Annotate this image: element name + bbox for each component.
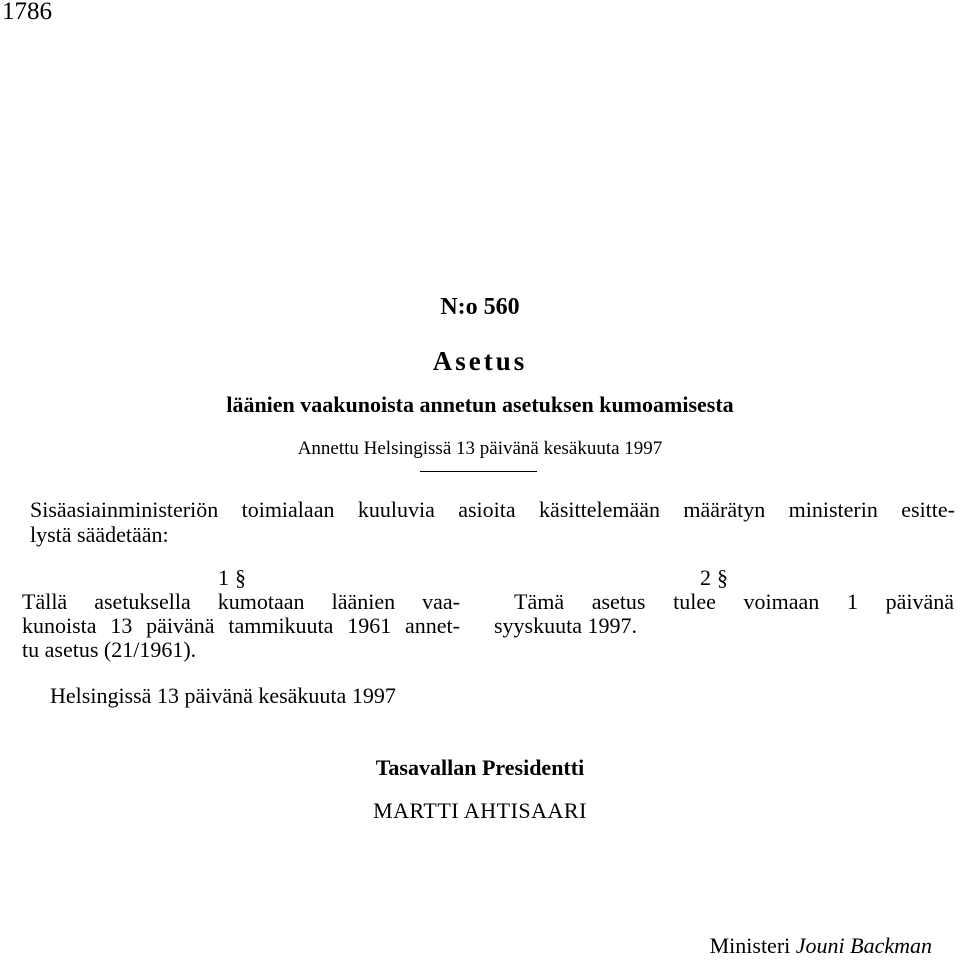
- decree-type-heading: Asetus: [432, 346, 528, 376]
- president-name: MARTTI AHTISAARI: [373, 798, 587, 823]
- minister-title: Ministeri: [709, 933, 791, 958]
- preamble: [30, 497, 955, 547]
- decree-issue-date: Annettu Helsingissä 13 päivänä kesäkuuta 1997: [297, 438, 663, 459]
- section-number: 2: [700, 565, 711, 590]
- preamble-line: lystä säädetään:: [30, 522, 169, 547]
- section-sign-icon: §: [235, 565, 246, 590]
- section-1-line: kunoista 13 päivänä tammikuuta 1961 annet-: [22, 613, 460, 638]
- decree-title: läänien vaakunoista annetun asetuksen kumoamisesta: [226, 392, 734, 417]
- page-number: 1786: [2, 0, 52, 25]
- section-2-line: Tämä asetus tulee voimaan 1 päivänä: [514, 589, 954, 614]
- section-sign-icon: §: [717, 565, 728, 590]
- separator-rule: [420, 471, 537, 472]
- minister-signature: [710, 933, 932, 959]
- section-2-line: syyskuuta 1997.: [494, 613, 637, 638]
- president-title: Tasavallan Presidentti: [375, 755, 585, 780]
- section-2-heading: [494, 566, 934, 590]
- section-1-line: tu asetus (21/1961).: [22, 637, 197, 662]
- signing-place-date: Helsingissä 13 päivänä kesäkuuta 1997: [50, 683, 396, 708]
- section-1-heading: [13, 566, 451, 590]
- section-2: [494, 566, 954, 638]
- section-1: [22, 566, 460, 662]
- preamble-line: Sisäasiainministeriön toimialaan kuuluvia asioita käsittelemään määrätyn ministerin esitte-: [30, 497, 955, 522]
- section-1-line: Tällä asetuksella kumotaan läänien vaa-: [22, 589, 460, 614]
- minister-name: Jouni Backman: [795, 933, 932, 958]
- decree-number: N:o 560: [440, 294, 520, 320]
- section-number: 1: [218, 565, 229, 590]
